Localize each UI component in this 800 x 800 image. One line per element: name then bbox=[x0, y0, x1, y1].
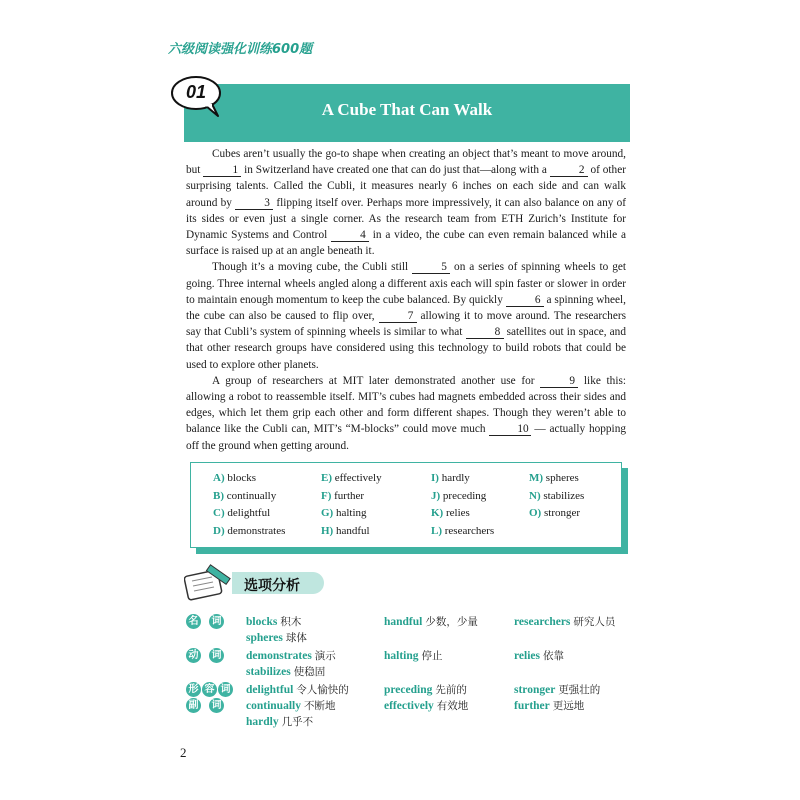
word-bank-column-2 bbox=[321, 470, 382, 540]
vocab-entry: delightful 令人愉快的 bbox=[246, 684, 349, 696]
answer-blank-2: 2 bbox=[550, 164, 588, 177]
vocab-entry: continually 不断地 bbox=[246, 700, 336, 712]
word-bank-option: G) halting bbox=[321, 507, 367, 519]
word-bank-column-1 bbox=[213, 470, 285, 540]
word-bank-column-3 bbox=[431, 470, 494, 540]
vocab-entry: stronger 更强壮的 bbox=[514, 684, 601, 696]
pos-noun-label: 名 词 bbox=[186, 614, 232, 629]
pencil-notebook-icon bbox=[184, 563, 234, 603]
word-bank-option: A) blocks bbox=[213, 472, 257, 484]
answer-blank-10: 10 bbox=[489, 423, 530, 436]
word-bank-box bbox=[190, 462, 622, 548]
vocab-entry: spheres 球体 bbox=[246, 632, 307, 644]
paragraph-2: Though it’s a moving cube, the Cubli still 5 on a series of spinning wheels to get going. Three internal wheels angled along a different axis each will spin faster or slower in order to maintain enough momentum to keep the cube balanced. By quickly 6 a spinning wheel, the cube can also be caused to flip over, 7 allowing it to move around. The researchers say that Cubli’s system of spinning wheels is similar to what 8 satellites out in space, and that other research groups have considered using this technology to build robots that could be used to explore other planets. bbox=[186, 261, 626, 371]
passage-title: A Cube That Can Walk bbox=[321, 100, 493, 119]
vocab-entry: effectively 有效地 bbox=[384, 700, 469, 712]
vocab-entry: hardly 几乎不 bbox=[246, 716, 314, 728]
word-bank-option: L) researchers bbox=[431, 524, 495, 537]
word-bank-option: F) further bbox=[321, 489, 365, 502]
vocab-entry: halting 停止 bbox=[384, 650, 443, 662]
analysis-heading: 选项分析 bbox=[244, 578, 300, 594]
paragraph-1: Cubes aren’t usually the go-to shape when creating an object that’s meant to move around, but 1 in Switzerland have created one that can do just that—along with a 2 of other surprising talents. Called the Cubli, it measures nearly 6 inches on each side and can walk around by 3 flipping itself over. Perhaps more impressively, it can also balance on any of its sides or even just a single corner. As the research team from ETH Zurich’s Institute for Dynamic Systems and Control 4 in a video, the cube can even remain balanced while a surface is raised up at an angle beneath it. bbox=[186, 148, 626, 258]
paragraph-3: A group of researchers at MIT later demonstrated another use for 9 like this: allowing a robot to reassemble itself. MIT’s cubes had magnets embedded across their sides and edges, which let them grip each other and form different shapes. Though they weren’t able to balance like the Cubli can, MIT’s “M-blocks” could move much 10 — actually hopping off the ground when getting around. bbox=[186, 374, 626, 452]
word-bank-option: B) continually bbox=[213, 489, 277, 502]
vocab-entry: blocks 积木 bbox=[246, 616, 302, 628]
word-bank-option: N) stabilizes bbox=[529, 489, 585, 502]
answer-blank-9: 9 bbox=[540, 375, 578, 388]
word-bank-option: C) delightful bbox=[213, 507, 271, 519]
word-bank-option: O) stronger bbox=[529, 507, 581, 519]
word-bank-option: D) demonstrates bbox=[213, 524, 286, 537]
word-bank-option: E) effectively bbox=[321, 472, 382, 484]
word-bank-column-4 bbox=[529, 470, 584, 523]
running-header-title: 六级阅读强化训练600题 bbox=[168, 42, 313, 57]
answer-blank-5: 5 bbox=[412, 261, 450, 274]
passage-body bbox=[186, 146, 626, 454]
page-number: 2 bbox=[180, 745, 187, 760]
answer-blank-1: 1 bbox=[203, 164, 241, 177]
answer-blank-4: 4 bbox=[331, 229, 369, 242]
vocab-entry: researchers 研究人员 bbox=[514, 616, 616, 628]
vocab-entry: further 更远地 bbox=[514, 700, 585, 712]
vocab-entry: stabilizes 使稳固 bbox=[246, 666, 326, 678]
answer-blank-7: 7 bbox=[379, 310, 417, 323]
answer-blank-3: 3 bbox=[235, 197, 273, 210]
answer-blank-6: 6 bbox=[506, 294, 544, 307]
pos-verb-label: 动 词 bbox=[186, 648, 232, 663]
unit-number: 01 bbox=[186, 82, 207, 102]
word-bank-option: J) preceding bbox=[431, 489, 487, 502]
vocab-entry: preceding 先前的 bbox=[384, 684, 467, 696]
vocab-entry: handful 少数，少量 bbox=[384, 616, 478, 628]
word-bank-option: K) relies bbox=[431, 507, 470, 519]
vocab-entry: demonstrates 演示 bbox=[246, 650, 336, 662]
vocab-entry: relies 依靠 bbox=[514, 650, 564, 662]
unit-title-banner bbox=[184, 84, 630, 142]
word-bank-option: I) hardly bbox=[431, 472, 470, 484]
word-bank-option: M) spheres bbox=[529, 472, 579, 484]
pos-adjective-label: 形 容 词 bbox=[186, 682, 241, 697]
word-bank-option: H) handful bbox=[321, 524, 370, 537]
pos-adverb-label: 副 词 bbox=[186, 698, 232, 713]
answer-blank-8: 8 bbox=[466, 326, 504, 339]
